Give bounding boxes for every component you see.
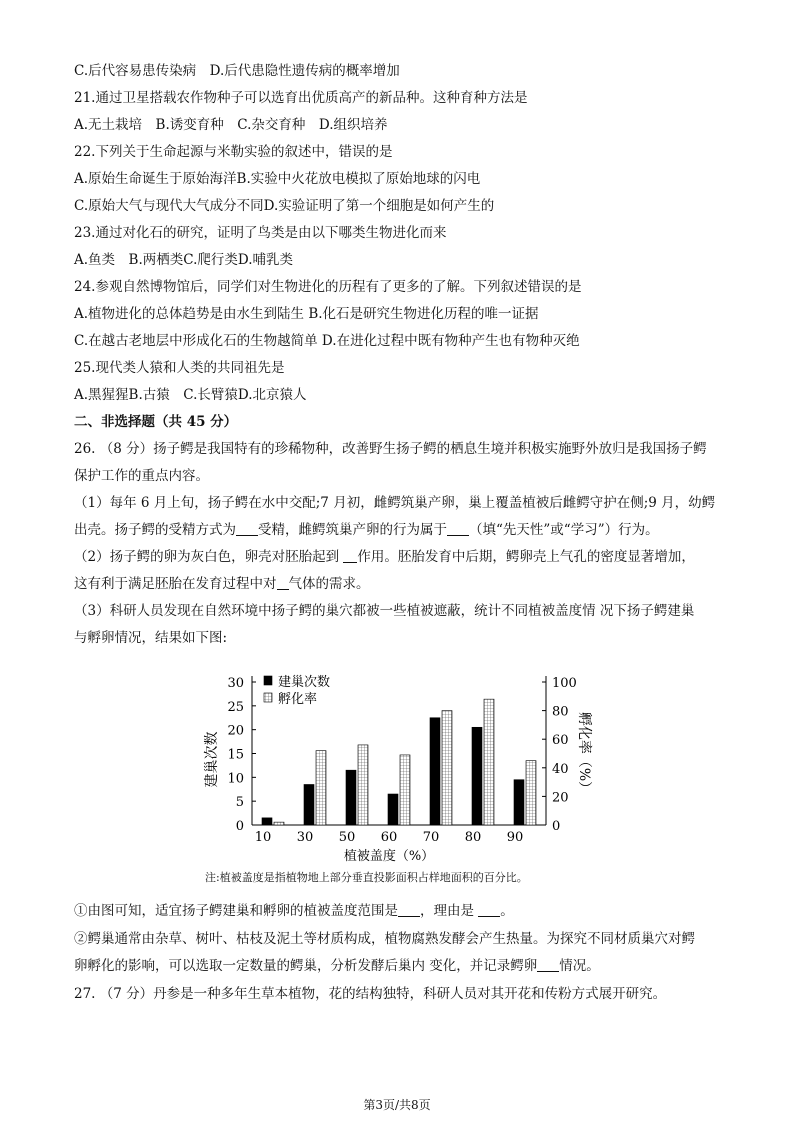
q26-stem-line2: 保护工作的重点内容。	[74, 468, 209, 484]
text-segment: ①由图可知，适宜扬子鳄建巢和孵卵的植被盖度范围是	[74, 903, 398, 919]
q22-options-ab: A.原始生命诞生于原始海洋B.实验中火花放电模拟了原始地球的闪电	[74, 171, 481, 187]
y-right-tick-label: 60	[552, 733, 569, 749]
nest-hatch-chart	[196, 660, 596, 872]
q24-options-ab: A.植物进化的总体趋势是由水生到陆生 B.化石是研究生物进化历程的唯一证据	[74, 306, 539, 322]
bar-hatch-rate	[526, 761, 536, 825]
q26-part1-line1: （1）每年 6 月上旬，扬子鳄在水中交配;7 月初，雌鳄筑巢产卵，巢上覆盖植被后雌鳄守护在侧;9 月，幼鳄	[74, 495, 716, 511]
x-tick-label: 30	[296, 830, 314, 845]
text-segment: 受精，雌鳄筑巢产卵的行为属于	[258, 522, 447, 538]
y-right-tick-label: 0	[552, 819, 561, 834]
y-left-tick-label: 20	[227, 723, 244, 739]
q26-part1-line2	[74, 521, 724, 539]
text-segment: 这有利于满足胚胎在发育过程中对	[74, 576, 277, 592]
bar-nest-count	[346, 770, 356, 825]
y-right-tick-label: 80	[552, 704, 569, 720]
answer-blank[interactable]	[236, 522, 258, 536]
q26-stem-line1: 26. （8 分）扬子鳄是我国特有的珍稀物种，改善野生扬子鳄的栖息生境并积极实施野外放归是我国扬子鳄	[74, 441, 707, 457]
bar-nest-count	[388, 794, 398, 825]
q20-options-cd: C.后代容易患传染病 D.后代患隐性遗传病的概率增加	[74, 63, 400, 79]
q22-stem: 22.下列关于生命起源与米勒实验的叙述中，错误的是	[74, 144, 393, 160]
answer-blank[interactable]	[398, 903, 420, 917]
y-left-tick-label: 25	[227, 699, 244, 715]
q22-options-cd: C.原始大气与现代大气成分不同D.实验证明了第一个细胞是如何产生的	[74, 198, 495, 214]
text-segment: 情况。	[559, 958, 600, 974]
legend-label-nest-count: 建巢次数	[278, 675, 331, 690]
bar-nest-count	[304, 784, 314, 825]
text-segment: （2）扬子鳄的卵为灰白色，卵壳对胚胎起到	[74, 549, 344, 565]
bar-hatch-rate	[484, 699, 494, 825]
chart-svg	[196, 660, 596, 872]
x-tick-label: 60	[380, 830, 398, 845]
q24-options-cd: C.在越古老地层中形成化石的生物越简单 D.在进化过程中既有物种产生也有物种灭绝	[74, 333, 580, 349]
y-right-tick-label: 20	[552, 790, 569, 806]
text-segment: ，理由是	[420, 903, 479, 919]
y-left-tick-label: 30	[227, 676, 244, 691]
y-axis-left-title: 建巢次数	[204, 731, 220, 788]
y-right-tick-label: 100	[552, 676, 577, 691]
legend-swatch-nest-count	[264, 676, 272, 685]
q21-options: A.无土栽培 B.诱变育种 C.杂交育种 D.组织培养	[74, 117, 388, 133]
x-tick-label: 50	[338, 830, 356, 845]
x-axis-title: 植被盖度（%）	[343, 849, 435, 864]
bar-nest-count	[472, 727, 482, 825]
text-segment: 卵孵化的影响，可以选取一定数量的鳄巢，分析发酵后巢内 变化，并记录鳄卵	[74, 958, 538, 974]
text-segment: 作用。胚胎发育中后期，鳄卵壳上气孔的密度显著增加，	[357, 549, 695, 565]
text-segment: 出壳。扬子鳄的受精方式为	[74, 522, 236, 538]
bar-nest-count	[514, 780, 524, 825]
bar-nest-count	[430, 718, 440, 825]
answer-blank[interactable]	[537, 958, 559, 972]
q26-part3-line2: 与孵卵情况，结果如下图:	[74, 630, 228, 646]
q26-part2-line1	[74, 548, 724, 566]
q27-stem: 27. （7 分）丹参是一种多年生草本植物，花的结构独特，科研人员对其开花和传粉方式展开研究。	[74, 986, 667, 1002]
q24-stem: 24.参观自然博物馆后，同学们对生物进化的历程有了更多的了解。下列叙述错误的是	[74, 279, 582, 295]
x-tick-label: 10	[254, 830, 272, 845]
bar-hatch-rate	[400, 755, 410, 825]
bar-nest-count	[262, 818, 272, 825]
y-axis-right-title: 孵化率（%）	[576, 711, 592, 796]
answer-blank[interactable]	[478, 903, 500, 917]
text-segment: （填“先天性”或“学习”）行为。	[469, 522, 659, 538]
answer-blank[interactable]	[447, 522, 469, 536]
text-segment: 。	[500, 903, 514, 919]
q26-part2-line2	[74, 575, 724, 593]
x-tick-label: 90	[506, 830, 524, 845]
bar-hatch-rate	[316, 751, 326, 825]
bar-hatch-rate	[274, 822, 284, 825]
y-left-tick-label: 0	[235, 819, 244, 834]
y-left-tick-label: 10	[227, 771, 244, 787]
page-footer: 第3页/共8页	[363, 1098, 431, 1112]
chart-note: 注:植被盖度是指植物地上部分垂直投影面积占样地面积的百分比。	[205, 871, 528, 884]
bar-hatch-rate	[442, 711, 452, 825]
q25-stem: 25.现代类人猿和人类的共同祖先是	[74, 360, 285, 376]
y-left-tick-label: 5	[235, 795, 244, 811]
q26-part3-line1: （3）科研人员发现在自然环境中扬子鳄的巢穴都被一些植被遮蔽，统计不同植被盖度情 况下扬子鳄建巢	[74, 603, 695, 619]
legend-label-hatch-rate: 孵化率	[278, 692, 318, 707]
answer-blank[interactable]	[343, 549, 357, 563]
q21-stem: 21.通过卫星搭载农作物种子可以选育出优质高产的新品种。这种育种方法是	[74, 90, 528, 106]
q26-sub2-line1: ②鳄巢通常由杂草、树叶、枯枝及泥土等材质构成，植物腐熟发酵会产生热量。为探究不同材质巢穴对鳄	[74, 931, 695, 947]
text-segment: 气体的需求。	[288, 576, 370, 592]
bar-hatch-rate	[358, 745, 368, 825]
section-heading: 二、非选择题（共 45 分）	[74, 414, 238, 430]
x-tick-label: 70	[422, 830, 440, 845]
answer-blank[interactable]	[277, 576, 289, 590]
y-right-tick-label: 40	[552, 761, 569, 777]
legend-swatch-hatch-rate	[264, 693, 272, 702]
q26-sub2-line2	[74, 957, 724, 975]
q25-options: A.黑猩猩B.古猿 C.长臂猿D.北京猿人	[74, 387, 307, 403]
y-left-tick-label: 15	[227, 747, 244, 763]
x-tick-label: 80	[464, 830, 482, 845]
q23-options: A.鱼类 B.两栖类C.爬行类D.哺乳类	[74, 252, 294, 268]
q26-sub1	[74, 902, 724, 920]
q23-stem: 23.通过对化石的研究，证明了鸟类是由以下哪类生物进化而来	[74, 225, 447, 241]
